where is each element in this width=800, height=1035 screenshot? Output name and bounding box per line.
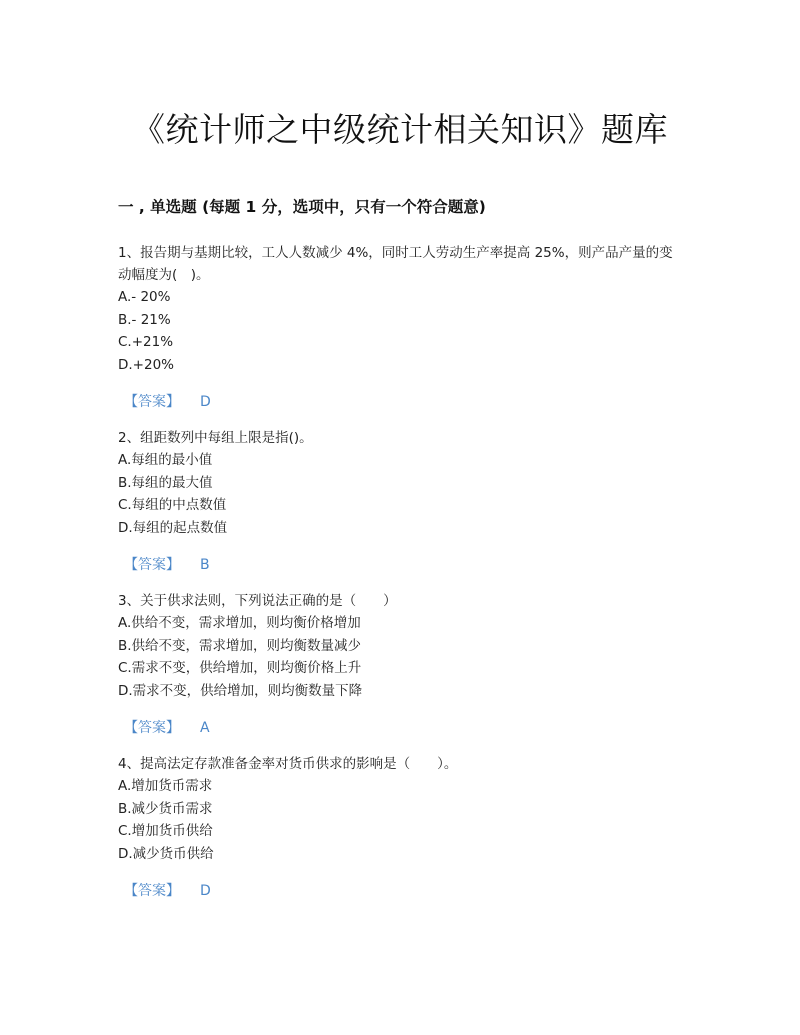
option-list [118,612,683,702]
question-stem: 1、报告期与基期比较，工人人数减少 4%，同时工人劳动生产率提高 25%，则产品产量的变动幅度为( )。 [118,245,673,283]
answer-label: 【答案】 [124,720,180,736]
answer-label: 【答案】 [124,394,180,410]
option-a: A.增加货币需求 [118,778,213,794]
option-b: B.每组的最大值 [118,474,213,491]
question-list [118,242,683,916]
question-stem: 2、组距数列中每组上限是指()。 [118,430,313,446]
option-c: C.+21% [118,334,174,350]
option-c: C.需求不变，供给增加，则均衡价格上升 [118,660,362,676]
option-list [118,286,683,376]
option-a: A.- 20% [118,289,171,305]
document-title: 《统计师之中级统计相关知识》题库 [132,110,668,149]
answer-value: D [200,883,211,899]
option-b: B.- 21% [118,311,171,328]
question-4 [118,753,683,902]
answer-value: B [200,557,210,573]
answer-value: D [200,394,211,410]
option-d: D.减少货币供给 [118,845,214,862]
question-stem: 3、关于供求法则，下列说法正确的是（ ） [118,593,397,609]
answer-line [118,391,683,413]
question-stem: 4、提高法定存款准备金率对货币供求的影响是（ ）。 [118,756,458,772]
option-b: B.供给不变，需求增加，则均衡数量减少 [118,637,362,654]
option-list [118,449,683,539]
section-heading: 一 , 单选题 (每题 1 分，选项中，只有一个符合题意) [118,198,486,216]
question-2 [118,427,683,576]
option-c: C.每组的中点数值 [118,497,227,513]
answer-line [118,554,683,576]
answer-label: 【答案】 [124,883,180,899]
option-d: D.+20% [118,356,175,373]
option-c: C.增加货币供给 [118,823,213,839]
question-3 [118,590,683,739]
answer-label: 【答案】 [124,557,180,573]
answer-line [118,880,683,902]
option-d: D.需求不变，供给增加，则均衡数量下降 [118,682,363,699]
question-1 [118,242,683,413]
answer-value: A [200,720,210,736]
option-b: B.减少货币需求 [118,800,213,817]
option-list [118,775,683,865]
option-a: A.每组的最小值 [118,452,213,468]
option-d: D.每组的起点数值 [118,519,228,536]
option-a: A.供给不变，需求增加，则均衡价格增加 [118,615,361,631]
answer-line [118,717,683,739]
